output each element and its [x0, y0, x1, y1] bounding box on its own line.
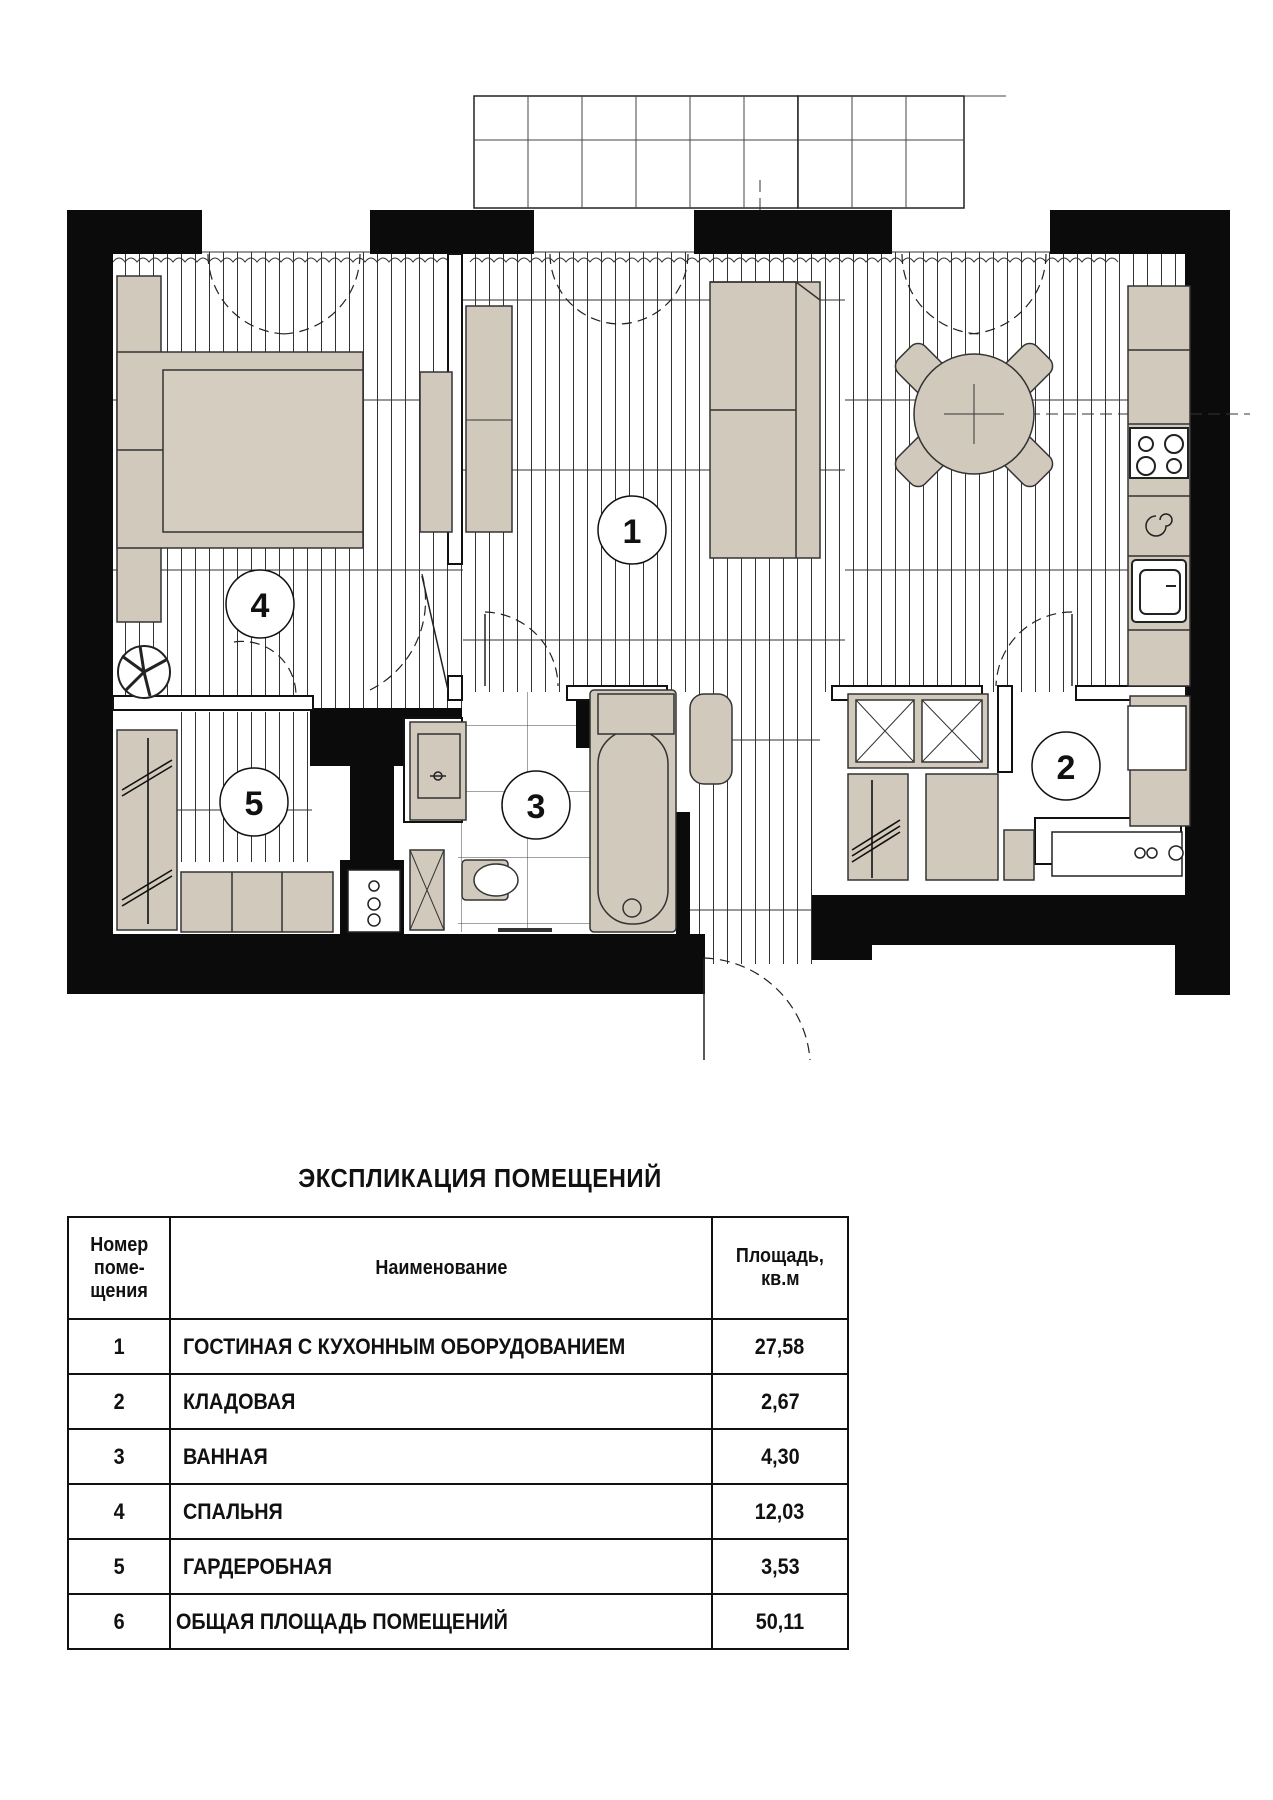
row-number: 1	[113, 1333, 125, 1359]
row-name: ГАРДЕРОБНАЯ	[183, 1553, 332, 1579]
header-area-line1: Площадь,	[735, 1245, 825, 1267]
header-number-line2: поме-	[93, 1256, 145, 1279]
fan-icon	[118, 646, 170, 698]
tv-stand	[420, 372, 452, 532]
header-number	[68, 1217, 170, 1319]
row-number: 2	[113, 1388, 125, 1414]
table-row	[68, 1484, 848, 1539]
row-area: 12,03	[755, 1498, 805, 1524]
row-name: СПАЛЬНЯ	[183, 1498, 283, 1524]
room-label-1: 1	[622, 513, 642, 551]
header-number-line1: Номер	[89, 1233, 149, 1256]
header-number-line3: щения	[90, 1279, 148, 1302]
wardrobe	[466, 306, 512, 532]
table-header-row	[68, 1217, 848, 1319]
total-area: 50,11	[755, 1608, 805, 1634]
sofa	[710, 282, 820, 558]
balcony	[474, 96, 1006, 208]
table-total-row	[68, 1594, 848, 1649]
kitchen-counter	[1128, 286, 1190, 686]
table-row	[68, 1319, 848, 1374]
riser-icons	[348, 870, 400, 932]
header-name	[170, 1217, 712, 1319]
room-label-5: 5	[244, 785, 264, 823]
row-number: 4	[113, 1498, 125, 1524]
row-number: 3	[113, 1443, 125, 1469]
room-label-4: 4	[250, 587, 270, 625]
stove-icon	[1130, 428, 1188, 478]
total-number: 6	[113, 1608, 125, 1634]
sink-icon	[1132, 560, 1186, 622]
explication-title: ЭКСПЛИКАЦИЯ ПОМЕЩЕНИЙ	[298, 1163, 662, 1193]
room-label-2: 2	[1056, 749, 1076, 787]
table-row	[68, 1429, 848, 1484]
explication-table	[67, 1216, 849, 1650]
dining-table	[891, 339, 1056, 490]
row-area: 27,58	[755, 1333, 805, 1359]
header-name-label: Наименование	[374, 1256, 508, 1279]
row-area: 2,67	[760, 1388, 800, 1414]
table-row	[68, 1539, 848, 1594]
row-area: 4,30	[760, 1443, 800, 1469]
row-number: 5	[113, 1553, 125, 1579]
row-area: 3,53	[760, 1553, 800, 1579]
header-area-line2: кв.м	[760, 1268, 800, 1290]
kitchen-controls	[1052, 832, 1183, 876]
row-name: ВАННАЯ	[183, 1443, 268, 1469]
row-name: КЛАДОВАЯ	[183, 1388, 296, 1414]
total-name: ОБЩАЯ ПЛОЩАДЬ ПОМЕЩЕНИЙ	[176, 1608, 508, 1634]
room-label-3: 3	[526, 788, 546, 826]
table-row	[68, 1374, 848, 1429]
header-area	[712, 1217, 848, 1319]
row-name: ГОСТИНАЯ С КУХОННЫМ ОБОРУДОВАНИЕМ	[183, 1333, 626, 1359]
